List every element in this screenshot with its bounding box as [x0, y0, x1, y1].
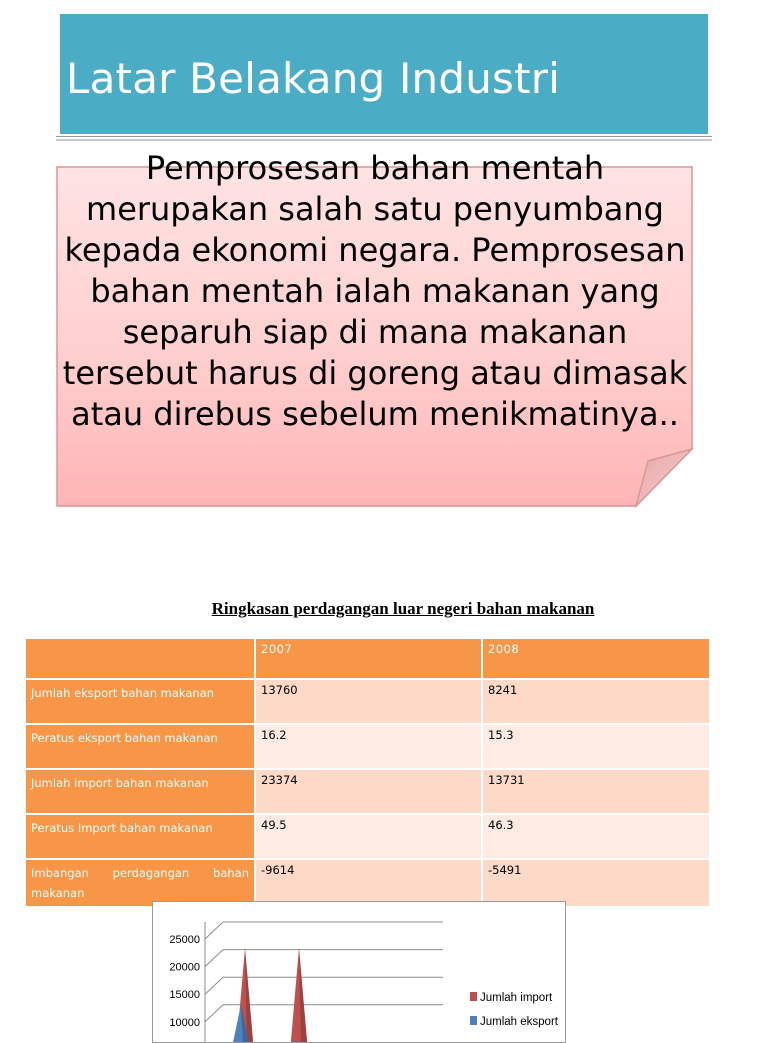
value-2008: 15.3 [482, 724, 710, 769]
table-row [26, 859, 710, 907]
slide-title-bar [60, 14, 708, 134]
table-header-row [26, 639, 710, 679]
table-row [26, 814, 710, 859]
gridline-depth [205, 950, 223, 967]
value-2007: 49.5 [255, 814, 482, 859]
value-2007: 23374 [255, 769, 482, 814]
row-label: Peratus Import bahan makanan [26, 814, 255, 859]
value-2008: -5491 [482, 859, 710, 907]
table-row [26, 724, 710, 769]
value-2008: 46.3 [482, 814, 710, 859]
note-body-text: Pemprosesan bahan mentah merupakan salah satu penyumbang kepada ekonomi negara. Pemprosesan bahan mentah ialah makanan yang separuh siap di mana makanan tersebut harus di goreng atau dimasak atau direbus sebelum menikmatinya.. [62, 149, 688, 433]
gridline-depth [205, 922, 223, 939]
value-2007: 16.2 [255, 724, 482, 769]
trade-chart [152, 901, 566, 1043]
chart-plot [153, 902, 565, 1042]
value-2008: 13731 [482, 769, 710, 814]
title-divider-shadow [56, 139, 712, 141]
header-cell-2008: 2008 [482, 639, 710, 679]
value-2008: 8241 [482, 679, 710, 724]
y-tick-label: 25000 [169, 934, 200, 946]
y-tick-label: 10000 [169, 1016, 200, 1029]
value-2007: -9614 [255, 859, 482, 907]
gridline-depth [205, 977, 223, 994]
legend-swatch [470, 992, 477, 1001]
header-cell-empty [26, 639, 255, 679]
value-2007: 13760 [255, 679, 482, 724]
gridline-depth [205, 1005, 223, 1022]
legend-label: Jumlah import [480, 992, 553, 1004]
row-label: Jumlah eksport bahan makanan [26, 679, 255, 724]
table-title: Ringkasan perdagangan luar negeri bahan makanan [211, 599, 595, 618]
table-row [26, 769, 710, 814]
trade-summary-table [26, 639, 711, 908]
row-label: Peratus eksport bahan makanan [26, 724, 255, 769]
row-label: Jumlah import bahan makanan [26, 769, 255, 814]
table-row [26, 679, 710, 724]
legend-label: Jumlah eksport [480, 1016, 558, 1028]
title-divider [56, 136, 712, 137]
slide-title: Latar Belakang Industri [66, 54, 561, 103]
y-tick-label: 15000 [169, 989, 200, 1002]
header-cell-2007: 2007 [255, 639, 482, 679]
row-label: Imbangan perdagangan bahan makanan [26, 859, 255, 907]
y-tick-label: 20000 [169, 961, 200, 974]
